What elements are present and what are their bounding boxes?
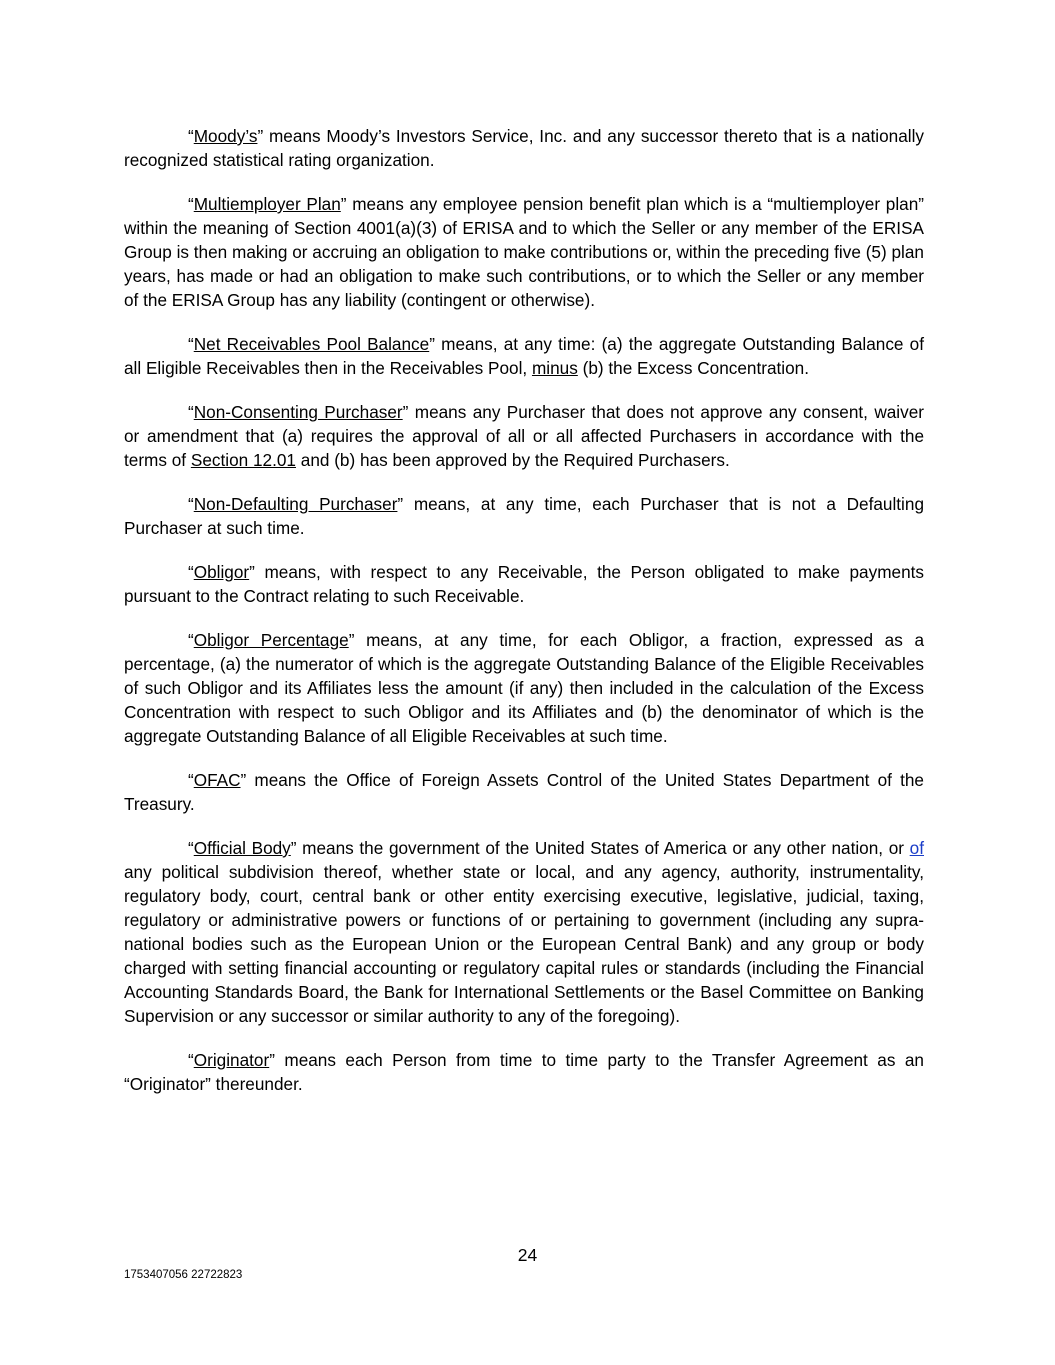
definition-originator: “Originator” means each Person from time to time party to the Transfer Agreement as an “Originator” thereunder. [124, 1050, 924, 1094]
defined-term: Obligor [193, 562, 250, 582]
defined-term: OFAC [193, 770, 241, 790]
definition-text: ” means, at any time, for each Obligor, a fraction, expressed as a percentage, (a) the numerator of which is the aggregate Outstanding Balance of the Eligible Receivables of such Obligor and its Affiliates less the amount (if any) then included in the calculation of the Excess Concentration with respect to such Obligor and its Affiliates and (b) the denominator of which is the aggregate Outstanding Balance of all Eligible Receivables at such time. [124, 630, 925, 746]
section-reference: Section 12.01 [190, 450, 296, 470]
definition-obligor-percentage: “Obligor Percentage” means, at any time, for each Obligor, a fraction, expressed as a percentage, (a) the numerator of which is the aggregate Outstanding Balance of the Eligible Receivables of such Obligor and its Affiliates less the amount (if any) then included in the calculation of the Excess Concentration with respect to such Obligor and its Affiliates and (b) the denominator of which is the aggregate Outstanding Balance of all Eligible Receivables at such time. [124, 630, 925, 746]
defined-term: Originator [193, 1050, 270, 1070]
definition-text: ” means any Purchaser that does not approve any consent, waiver or amendment that (a) requires the approval of all or all affected Purchasers in accordance with the terms of [124, 402, 924, 470]
definition-text: any political subdivision thereof, whether state or local, and any agency, authority, instrumentality, regulatory body, court, central bank or other entity exercising executive, legislative, judicial, taxing, regulatory or administrative powers or functions of or pertaining to government (including any supra-national bodies such as the European Union or the European Central Bank) and any group or body charged with setting financial accounting or regulatory capital rules or standards (including the Financial Accounting Standards Board, the Bank for International Settlements or the Basel Committee on Banking Supervision or any successor or similar authority to any of the foregoing). [124, 862, 924, 1026]
defined-term: Multiemployer Plan [193, 194, 341, 214]
defined-term: Net Receivables Pool Balance [193, 334, 430, 354]
definition-text: ” means the government of the United States of America or any other nation, or [290, 838, 910, 858]
definition-text: and (b) has been approved by the Required Purchasers. [295, 450, 730, 470]
definition-text: ” means, at any time: (a) the aggregate Outstanding Balance of all Eligible Receivables then in the Receivables Pool, [124, 334, 924, 378]
definition-text: (b) the Excess Concentration. [577, 358, 810, 378]
definition-moodys: “Moody’s” means Moody’s Investors Service, Inc. and any successor thereto that is a nationally recognized statistical rating organization. [124, 126, 924, 170]
definition-non-defaulting-purchaser: “Non-Defaulting Purchaser” means, at any time, each Purchaser that is not a Defaulting Purchaser at such time. [124, 494, 924, 538]
definition-text: ” means Moody’s Investors Service, Inc. and any successor thereto that is a nationally recognized statistical rating organization. [124, 126, 924, 170]
page-number: 24 [517, 1245, 538, 1265]
definition-text: ” means any employee pension benefit plan which is a “multiemployer plan” within the meaning of Section 4001(a)(3) of ERISA and to which the Seller or any member of the ERISA Group is then making or accruing an obligation to make contributions or, within the preceding five (5) plan years, has made or had an obligation to make such contributions, or to which the Seller or any member of the ERISA Group has any liability (contingent or otherwise). [124, 194, 924, 310]
definition-net-receivables-pool-balance: “Net Receivables Pool Balance” means, at any time: (a) the aggregate Outstanding Balance of all Eligible Receivables then in the Receivables Pool, minus (b) the Excess Concentration. [124, 334, 924, 378]
defined-term: Moody’s [193, 126, 258, 146]
definitions-list [124, 124, 924, 1116]
defined-term: Non-Defaulting Purchaser [193, 494, 398, 514]
definition-ofac: “OFAC” means the Office of Foreign Assets Control of the United States Department of the Treasury. [124, 770, 924, 814]
definition-text: ” means each Person from time to time party to the Transfer Agreement as an “Originator” thereunder. [124, 1050, 924, 1094]
defined-term: Official Body [193, 838, 291, 858]
defined-term: Obligor Percentage [193, 630, 349, 650]
definition-text: ” means, at any time, each Purchaser that is not a Defaulting Purchaser at such time. [124, 494, 924, 538]
defined-term: Non-Consenting Purchaser [193, 402, 403, 422]
definition-non-consenting-purchaser: “Non-Consenting Purchaser” means any Purchaser that does not approve any consent, waiver or amendment that (a) requires the approval of all or all affected Purchasers in accordance with the terms of Section 12.01 and (b) has been approved by the Required Purchasers. [124, 402, 924, 470]
definition-text: ” means the Office of Foreign Assets Control of the United States Department of the Treasury. [124, 770, 924, 814]
document-id: 1753407056 22722823 [124, 1269, 243, 1281]
hyperlink-of[interactable]: of [909, 838, 924, 858]
definition-official-body: “Official Body” means the government of the United States of America or any other nation, or of any political subdivision thereof, whether state or local, and any agency, authority, instrumentality, regulatory body, court, central bank or other entity exercising executive, legislative, judicial, taxing, regulatory or administrative powers or functions of or pertaining to government (including any supra-national bodies such as the European Union or the European Central Bank) and any group or body charged with setting financial accounting or regulatory capital rules or standards (including the Financial Accounting Standards Board, the Bank for International Settlements or the Basel Committee on Banking Supervision or any successor or similar authority to any of the foregoing). [124, 838, 924, 1026]
definition-multiemployer-plan: “Multiemployer Plan” means any employee pension benefit plan which is a “multiemployer plan” within the meaning of Section 4001(a)(3) of ERISA and to which the Seller or any member of the ERISA Group is then making or accruing an obligation to make contributions or, within the preceding five (5) plan years, has made or had an obligation to make such contributions, or to which the Seller or any member of the ERISA Group has any liability (contingent or otherwise). [124, 194, 924, 310]
definition-text: ” means, with respect to any Receivable, the Person obligated to make payments pursuant to the Contract relating to such Receivable. [124, 562, 924, 606]
underlined-word: minus [531, 358, 578, 378]
definition-obligor: “Obligor” means, with respect to any Receivable, the Person obligated to make payments pursuant to the Contract relating to such Receivable. [124, 562, 924, 606]
